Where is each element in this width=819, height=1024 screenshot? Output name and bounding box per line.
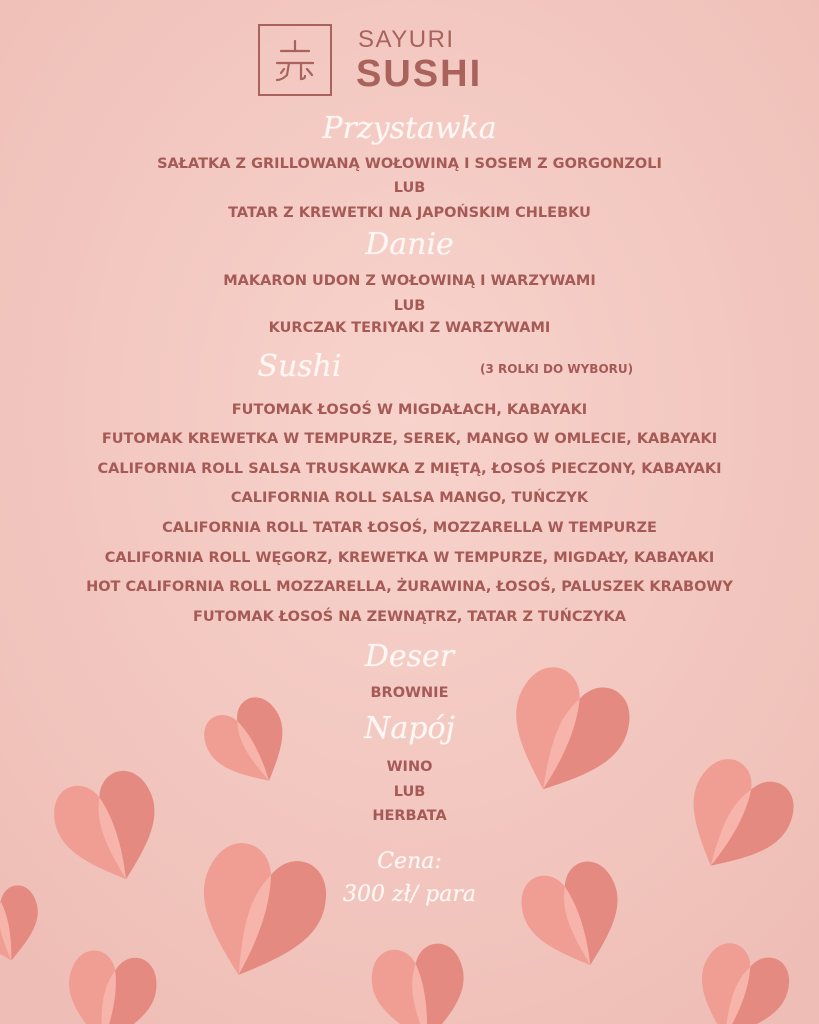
- price-label: Cena:: [377, 849, 442, 874]
- menu-item: SAŁATKA Z GRILLOWANĄ WOŁOWINĄ I SOSEM Z GORGONZOLI: [157, 156, 662, 172]
- sushi-choice-note: (3 ROLKI DO WYBORU): [480, 362, 634, 376]
- section-title-main: Danie: [365, 227, 454, 262]
- menu-item: KURCZAK TERIYAKI Z WARZYWAMI: [268, 320, 551, 336]
- section-title-drink: Napój: [364, 711, 455, 746]
- kanji-logo-icon: [258, 24, 332, 96]
- menu-item: CALIFORNIA ROLL SALSA MANGO, TUŃCZYK: [230, 490, 589, 506]
- menu-separator: LUB: [393, 784, 426, 800]
- menu-item: FUTOMAK KREWETKA W TEMPURZE, SEREK, MANGO W OMLECIE, KABAYAKI: [101, 431, 718, 447]
- price-value: 300 zł/ para: [343, 882, 476, 907]
- menu-item: HERBATA: [372, 808, 447, 824]
- menu-separator: LUB: [393, 298, 426, 314]
- menu-item: CALIFORNIA ROLL WĘGORZ, KREWETKA W TEMPURZE, MIGDAŁY, KABAYAKI: [104, 550, 715, 566]
- menu-item: CALIFORNIA ROLL SALSA TRUSKAWKA Z MIĘTĄ, ŁOSOŚ PIECZONY, KABAYAKI: [97, 461, 722, 477]
- section-title-sushi: Sushi: [257, 349, 342, 384]
- menu-separator: LUB: [393, 180, 426, 196]
- menu-item: FUTOMAK ŁOSOŚ W MIGDAŁACH, KABAYAKI: [231, 402, 588, 418]
- brand-name-line2: SUSHI: [356, 53, 483, 95]
- menu-item: WINO: [386, 759, 433, 775]
- brand-name-line1: SAYURI: [358, 26, 455, 53]
- menu-item: FUTOMAK ŁOSOŚ NA ZEWNĄTRZ, TATAR Z TUŃCZYKA: [193, 609, 626, 625]
- menu-item: BROWNIE: [370, 685, 449, 701]
- brand-logo: [258, 24, 568, 100]
- section-title-starter: Przystawka: [322, 111, 497, 146]
- menu-item: TATAR Z KREWETKI NA JAPOŃSKIM CHLEBKU: [228, 205, 591, 221]
- section-title-dessert: Deser: [364, 639, 455, 674]
- menu-item: HOT CALIFORNIA ROLL MOZZARELLA, ŻURAWINA, ŁOSOŚ, PALUSZEK KRABOWY: [86, 579, 733, 595]
- menu-item: MAKARON UDON Z WOŁOWINĄ I WARZYWAMI: [223, 273, 596, 289]
- menu-item: CALIFORNIA ROLL TATAR ŁOSOŚ, MOZZARELLA W TEMPURZE: [162, 520, 657, 536]
